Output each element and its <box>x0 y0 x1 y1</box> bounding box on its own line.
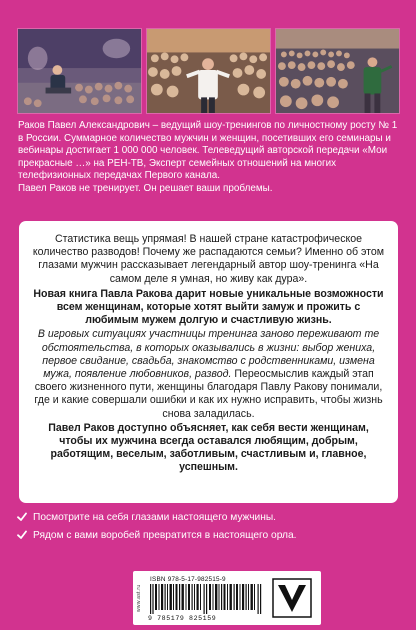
author-bio-tagline: Павел Раков не тренирует. Он решает ваши проблемы. <box>18 182 273 194</box>
publisher-url: www.ast.ru <box>136 584 142 612</box>
bullet-item <box>17 529 317 542</box>
bullet-item <box>17 511 317 524</box>
description-highlight: Новая книга Павла Ракова дарит новые уникальные возможности всем женщинам, которые хотят выйти замуж и прожить с любимым мужем долгую и счастливую жизнь. <box>33 287 384 327</box>
photo-seminar-hall-crowd <box>275 28 400 114</box>
bullet-list <box>17 511 317 547</box>
check-icon <box>17 512 27 522</box>
photo-seminar-stage-sitting <box>17 28 142 114</box>
description-story-plain: Переосмыслив каждый этап своего жизненного пути, женщины благодаря Павлу Ракову понимали, где и какие совершали ошибки и как их нужно исправить, чтобы жизнь снова заладилась. <box>34 368 383 420</box>
barcode-number: 9 785179 825159 <box>148 615 217 622</box>
author-bio <box>18 120 400 196</box>
bullet-text: Посмотрите на себя глазами настоящего мужчины. <box>33 512 277 523</box>
description-story <box>31 328 386 420</box>
barcode-bars <box>150 584 262 614</box>
publisher-v-logo <box>272 578 312 618</box>
author-bio-text: Раков Павел Александрович – ведущий шоу-тренингов по личностному росту № 1 в России. Суммарное количество мужчин и женщин, посетивших его семинары и вебинары достигает 1 000 000 человек. Телеведущий авторской передачи «Мои прекрасные …» на РЕН-ТВ, Эксперт семейных отношений на многих телефизионных передачах Первого канала. <box>18 120 398 182</box>
description-card <box>19 221 398 503</box>
description-intro: Статистика вещь упрямая! В нашей стране катастрофическое количество разводов! Почему же распадаются семьи? Именно об этом глазами мужчин рассказывает легендарный автор шоу-тренинга «На самом деле я умная, но живу как дура». <box>32 233 385 285</box>
description-story-italic: В игровых ситуациях участницы тренинга заново переживают те обстоятельства, в которых оказывались в жизни: выбор жениха, первое свидание, свадьба, знакомство с родственниками, измена мужа, появление любовников, развод. <box>37 328 380 381</box>
isbn-text: ISBN 978-5-17-982515-9 <box>150 576 226 583</box>
description-tips: Павел Раков доступно объясняет, как себя вести женщинам, чтобы их мужчина всегда оставался любящим, добрым, работящим, веселым, заботливым, счастливым и, главное, успешным. <box>48 421 369 474</box>
check-icon <box>17 530 27 540</box>
photo-seminar-audience-speaker <box>146 28 271 114</box>
photo-strip <box>17 28 400 114</box>
bullet-text: Рядом с вами воробей превратится в настоящего орла. <box>33 530 297 541</box>
